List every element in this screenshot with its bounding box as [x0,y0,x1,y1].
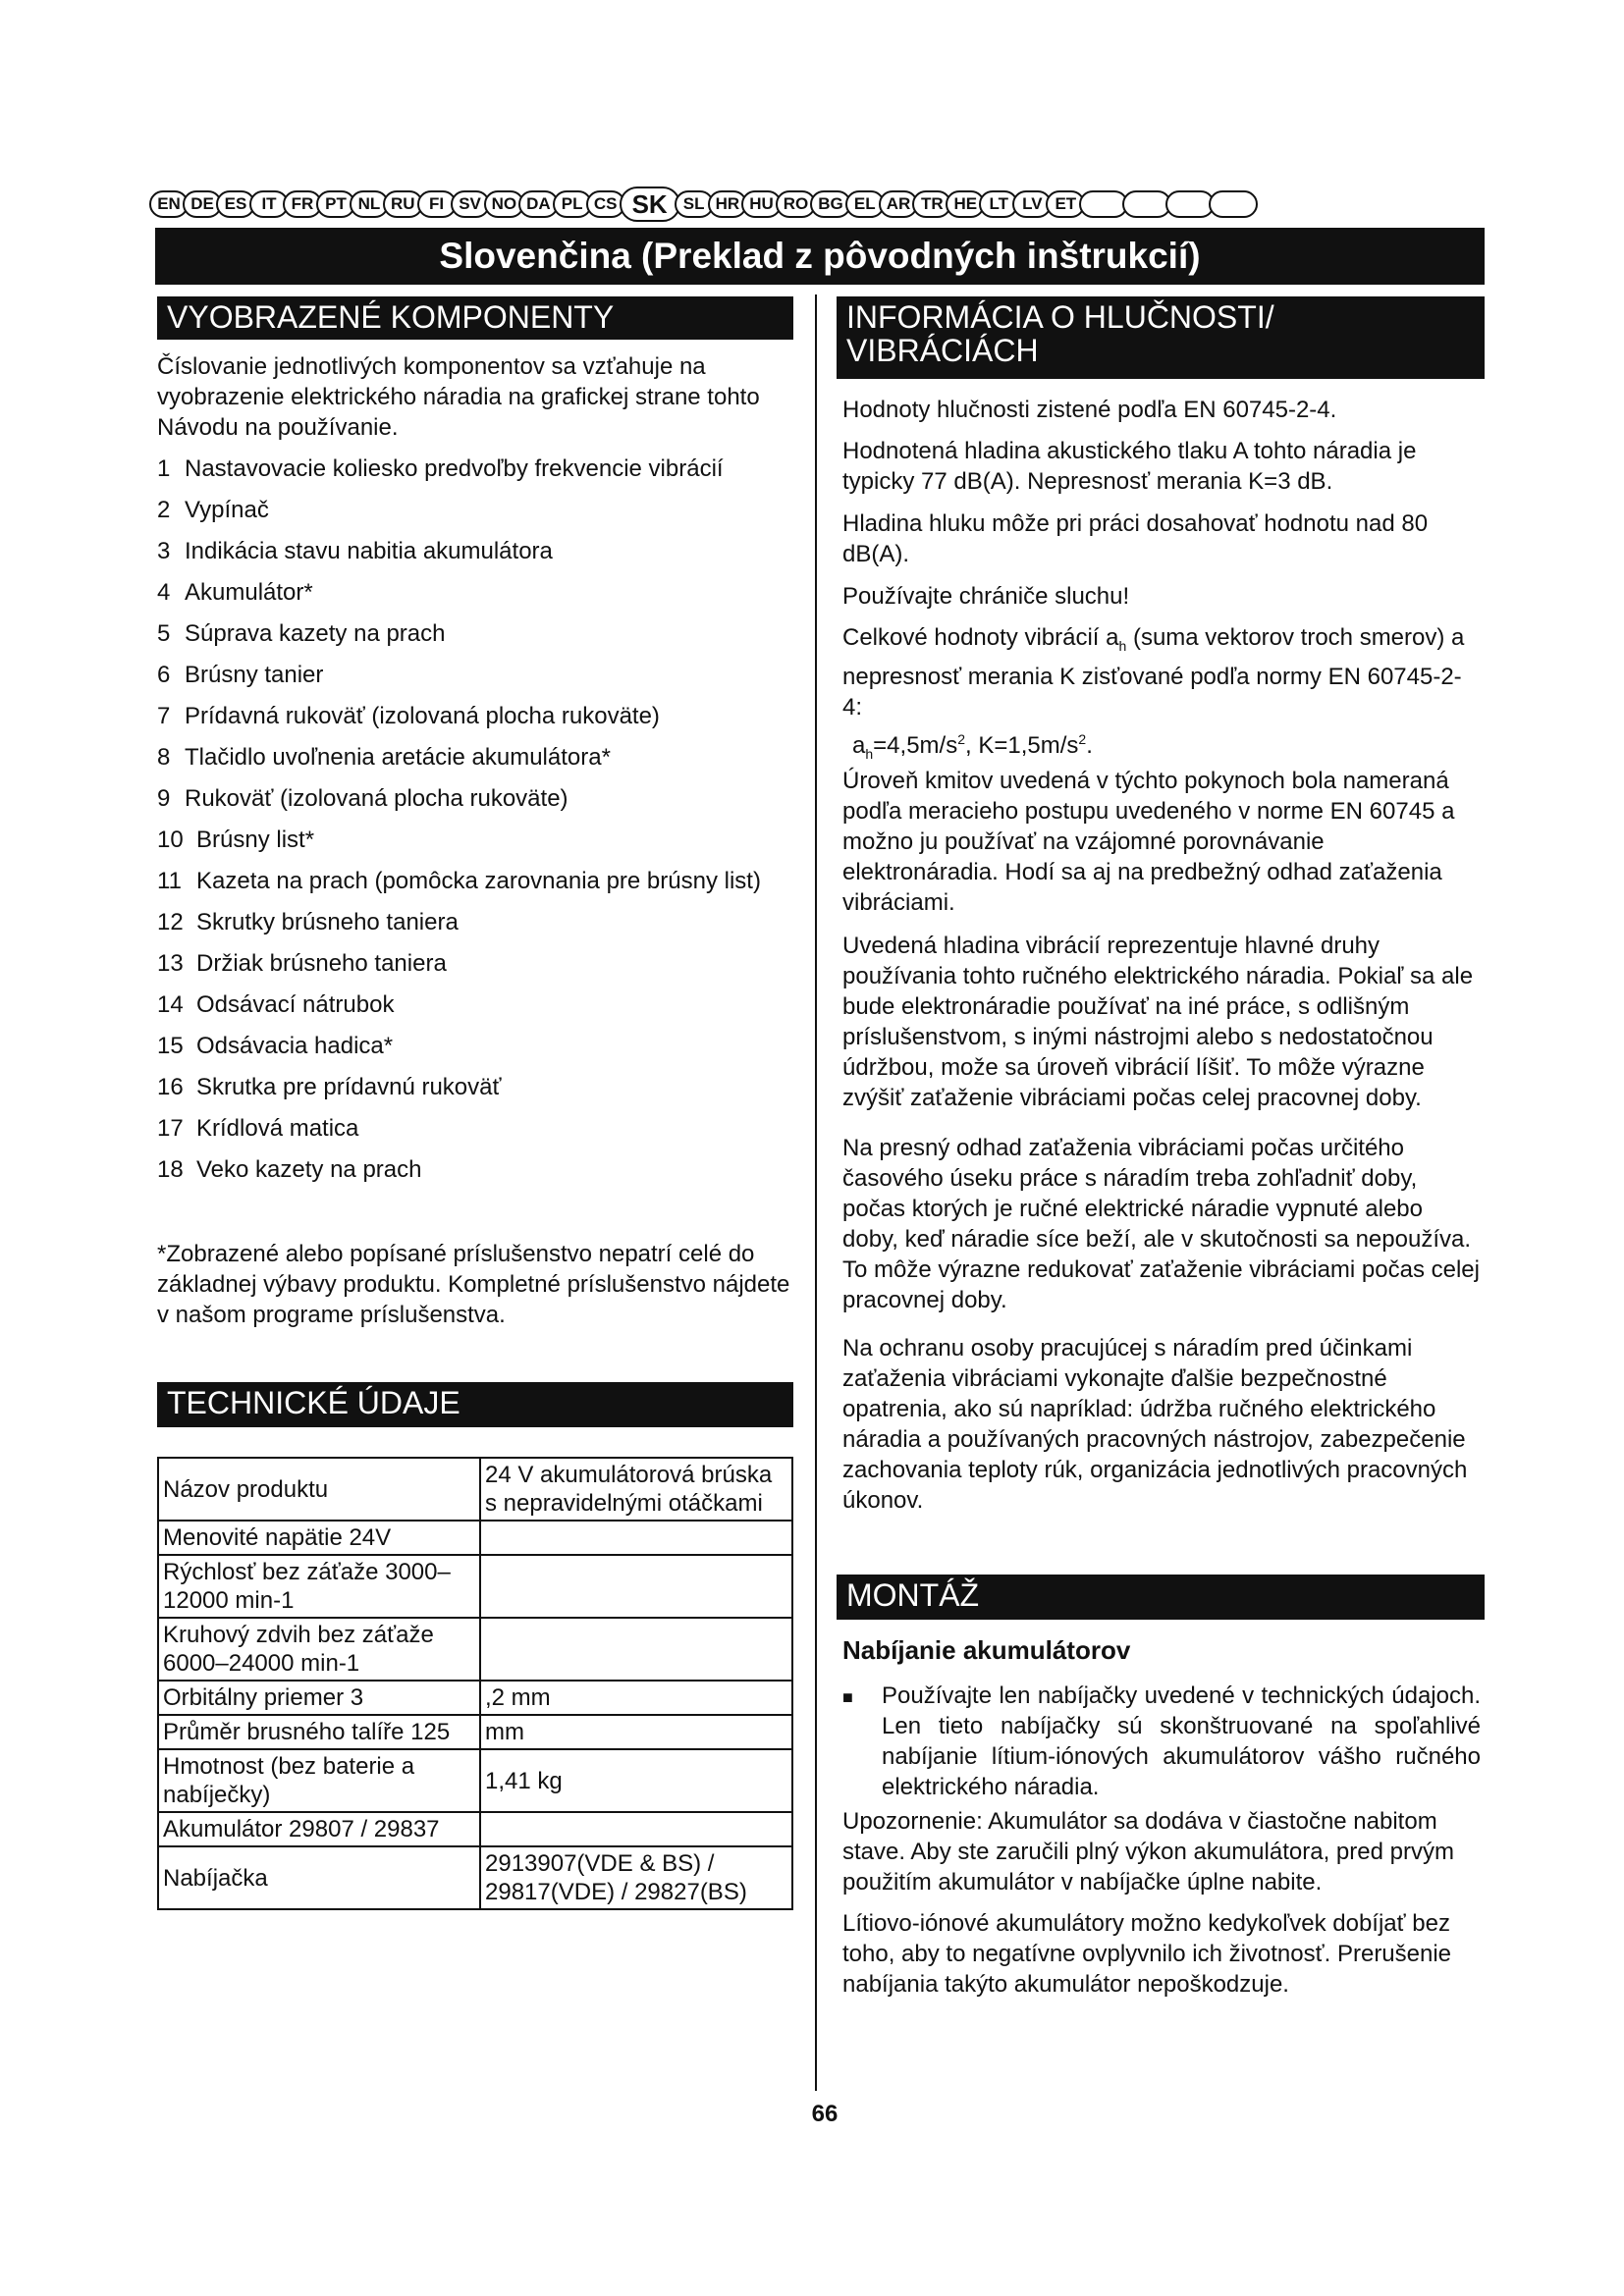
column-divider [815,294,817,2091]
lang-tab-empty [1165,190,1215,218]
component-label: Rukoväť (izolovaná plocha rukoväte) [185,785,568,812]
table-row [158,1618,792,1681]
table-row [158,1812,792,1846]
component-number: 4 [157,579,171,606]
component-number: 6 [157,662,171,688]
component-label: Veko kazety na prach [196,1156,422,1183]
component-number: 14 [157,991,184,1018]
lang-tab-et: ET [1046,190,1085,218]
component-label: Vypínač [185,497,269,523]
tech-heading: TECHNICKÉ ÚDAJE [157,1382,793,1427]
component-label: Nastavovacie koliesko predvoľby frekvencie vibrácií [185,455,724,482]
spec-value [480,1555,792,1618]
spec-value [480,1618,792,1681]
component-number: 11 [157,868,182,894]
lang-tab-ro: RO [776,190,817,218]
spec-label: Akumulátor 29807 / 29837 [158,1812,480,1846]
lang-tab-ar: AR [879,190,919,218]
spec-value: 24 V akumulátorová brúska s nepravidelnými otáčkami [480,1458,792,1521]
component-item [157,1154,795,1185]
lang-tab-fi: FI [417,190,457,218]
component-item [157,783,795,814]
component-label: Prídavná rukoväť (izolovaná plocha rukoväte) [185,703,660,729]
table-row [158,1681,792,1715]
component-item [157,701,795,731]
component-item [157,742,795,773]
table-row [158,1749,792,1812]
component-label: Kazeta na prach (pomôcka zarovnania pre brúsny list) [196,868,761,894]
component-number: 9 [157,785,171,812]
components-intro: Číslovanie jednotlivých komponentov sa vzťahuje na vyobrazenie elektrického náradia na grafickej strane tohto Návodu na používanie. [157,353,760,441]
montaz-bullet-item [842,1681,1481,1802]
component-item [157,1072,795,1102]
noise-p5: Celkové hodnoty vibrácií $a_h$ (suma vektorov troch smerov) a nepresnosť merania K zisťované podľa normy EN 60745-2-4: [842,624,1465,721]
components-heading: VYOBRAZENÉ KOMPONENTY [157,296,793,340]
lang-tab-lv: LV [1012,190,1052,218]
vibration-values: $a_h=4,5m/s^2$, $K=1,5m/s^2$. [852,731,1093,762]
lang-tab-it: IT [249,190,289,218]
component-label: Skrutky brúsneho taniera [196,909,459,935]
component-number: 17 [157,1115,184,1142]
tech-table [157,1457,793,1910]
component-label: Odsávací nátrubok [196,991,395,1018]
component-number: 15 [157,1033,184,1059]
noise-p9: Na presný odhad zaťaženia vibráciami počas určitého časového úseku práce s náradím treba zohľadniť doby, počas ktorých je ručné elektrické náradie vypnuté alebo doby, keď náradie síce beží, ale v skutočnosti sa nepoužíva. To môže výrazne redukovať zaťaženie vibráciami počas celej pracovnej doby. [842,1135,1480,1313]
lang-tab-fr: FR [283,190,322,218]
montaz-p2: Lítiovo-iónové akumulátory možno kedykoľvek dobíjať bez toho, aby to negatívne ovplyvnilo ich životnosť. Prerušenie nabíjania takýto akumulátor nepoškodzuje. [842,1910,1452,1998]
lang-tab-no: NO [484,190,525,218]
lang-tab-he: HE [946,190,985,218]
component-number: 1 [157,455,171,482]
noise-heading: INFORMÁCIA O HLUČNOSTI/ VIBRÁCIÁCH [837,296,1485,379]
lang-tab-empty [1079,190,1128,218]
component-number: 10 [157,827,184,853]
component-label: Krídlová matica [196,1115,359,1142]
lang-tab-bg: BG [810,190,851,218]
component-number: 8 [157,744,171,771]
montaz-subheading: Nabíjanie akumulátorov [842,1635,1131,1665]
page-title: Slovenčina (Preklad z pôvodných inštrukcií) [155,228,1485,285]
component-number: 2 [157,497,171,523]
component-label: Skrutka pre prídavnú rukoväť [196,1074,502,1100]
component-item [157,989,795,1020]
table-row [158,1715,792,1749]
component-number: 13 [157,950,184,977]
montaz-p1: Upozornenie: Akumulátor sa dodáva v čiastočne nabitom stave. Aby ste zaručili plný výkon akumulátora, pred prvým použitím akumulátor v nabíjačke úplne nabite. [842,1808,1454,1896]
spec-value: 1,41 kg [480,1749,792,1812]
components-list [157,454,795,1196]
table-row [158,1555,792,1618]
montaz-bullet-text: Používajte len nabíjačky uvedené v technických údajoch. Len tieto nabíjačky sú skonštruované na spoľahlivé nabíjanie lítium-iónových akumulátorov vášho ručného elektrického náradia. [882,1682,1481,1800]
component-number: 5 [157,620,171,647]
component-number: 12 [157,909,184,935]
lang-tab-cs: CS [586,190,625,218]
noise-p1: Hodnoty hlučnosti zistené podľa EN 60745-2-4. [842,397,1337,423]
lang-tab-hr: HR [708,190,748,218]
lang-tab-ru: RU [383,190,423,218]
spec-label: Nabíjačka [158,1846,480,1909]
lang-tab-pl: PL [553,190,592,218]
spec-value: 2913907(VDE & BS) / 29817(VDE) / 29827(BS) [480,1846,792,1909]
spec-value [480,1812,792,1846]
component-item [157,825,795,855]
component-item [157,660,795,690]
component-label: Súprava kazety na prach [185,620,446,647]
table-row [158,1458,792,1521]
lang-tab-da: DA [518,190,559,218]
component-number: 16 [157,1074,184,1100]
lang-tab-tr: TR [912,190,951,218]
component-label: Držiak brúsneho taniera [196,950,447,977]
spec-value [480,1521,792,1555]
lang-tab-lt: LT [979,190,1018,218]
component-item [157,495,795,525]
lang-tab-empty [1209,190,1258,218]
component-number: 3 [157,538,171,564]
component-label: Brúsny list* [196,827,315,853]
language-tabs [149,187,1485,222]
lang-tab-nl: NL [350,190,389,218]
components-footnote: *Zobrazené alebo popísané príslušenstvo nepatrí celé do základnej výbavy produktu. Kompletné príslušenstvo nájdete v našom programe príslušenstva. [157,1241,790,1328]
noise-p7: Úroveň kmitov uvedená v týchto pokynoch bola nameraná podľa meracieho postupu uvedeného v norme EN 60745 a možno ju používať na vzájomné porovnávanie elektronáradia. Hodí sa aj na predbežný odhad zaťaženia vibráciami. [842,768,1455,916]
noise-p8: Uvedená hladina vibrácií reprezentuje hlavné druhy používania tohto ručného elektrického náradia. Pokiaľ sa ale bude elektronáradie používať na iné práce, s odlišným príslušenstvom, s inými nástrojmi alebo s nedostatočnou údržbou, može sa úroveň vibrácií líšiť. To môže výrazne zvýšiť zaťaženie vibráciami počas celej pracovnej doby. [842,933,1474,1111]
component-item [157,454,795,484]
component-item [157,866,795,896]
lang-tab-sv: SV [451,190,490,218]
spec-label: Hmotnost (bez baterie a nabíječky) [158,1749,480,1812]
spec-label: Orbitálny priemer 3 [158,1681,480,1715]
noise-p4: Používajte chrániče sluchu! [842,583,1130,610]
lang-tab-sk: SK [620,187,680,222]
lang-tab-es: ES [216,190,255,218]
component-label: Akumulátor* [185,579,313,606]
lang-tab-el: EL [845,190,885,218]
component-item [157,536,795,566]
lang-tab-pt: PT [316,190,355,218]
noise-p10: Na ochranu osoby pracujúcej s náradím pred účinkami zaťaženia vibráciami vykonajte ďalšie bezpečnostné opatrenia, ako sú napríklad: údržba ručného elektrického náradia a používaných pracovných nástrojov, zabezpečenie zachovania teploty rúk, organizácia jednotlivých pracovných úkonov. [842,1335,1468,1514]
component-number: 18 [157,1156,184,1183]
table-row [158,1846,792,1909]
component-label: Odsávacia hadica* [196,1033,394,1059]
spec-label: Kruhový zdvih bez záťaže 6000–24000 min-1 [158,1618,480,1681]
lang-tab-empty [1122,190,1171,218]
page-number: 66 [811,2101,839,2127]
spec-value: ,2 mm [480,1681,792,1715]
spec-label: Menovité napätie 24V [158,1521,480,1555]
square-bullet-icon: ■ [842,1687,853,1707]
component-item [157,907,795,937]
component-label: Tlačidlo uvoľnenia aretácie akumulátora* [185,744,611,771]
lang-tab-hu: HU [741,190,782,218]
table-row [158,1521,792,1555]
component-item [157,577,795,608]
lang-tab-de: DE [183,190,222,218]
spec-label: Názov produktu [158,1458,480,1521]
component-label: Brúsny tanier [185,662,324,688]
spec-value: mm [480,1715,792,1749]
lang-tab-en: EN [149,190,189,218]
noise-p3: Hladina hluku môže pri práci dosahovať hodnotu nad 80 dB(A). [842,510,1429,567]
lang-tab-sl: SL [675,190,714,218]
component-item [157,1031,795,1061]
spec-label: Průměr brusného talíře 125 [158,1715,480,1749]
component-item [157,1113,795,1144]
component-label: Indikácia stavu nabitia akumulátora [185,538,553,564]
component-item [157,618,795,649]
noise-p2: Hodnotená hladina akustického tlaku A tohto náradia je typicky 77 dB(A). Nepresnosť merania K=3 dB. [842,438,1417,495]
spec-label: Rýchlosť bez záťaže 3000–12000 min-1 [158,1555,480,1618]
montaz-heading: MONTÁŽ [837,1575,1485,1620]
component-number: 7 [157,703,171,729]
component-item [157,948,795,979]
